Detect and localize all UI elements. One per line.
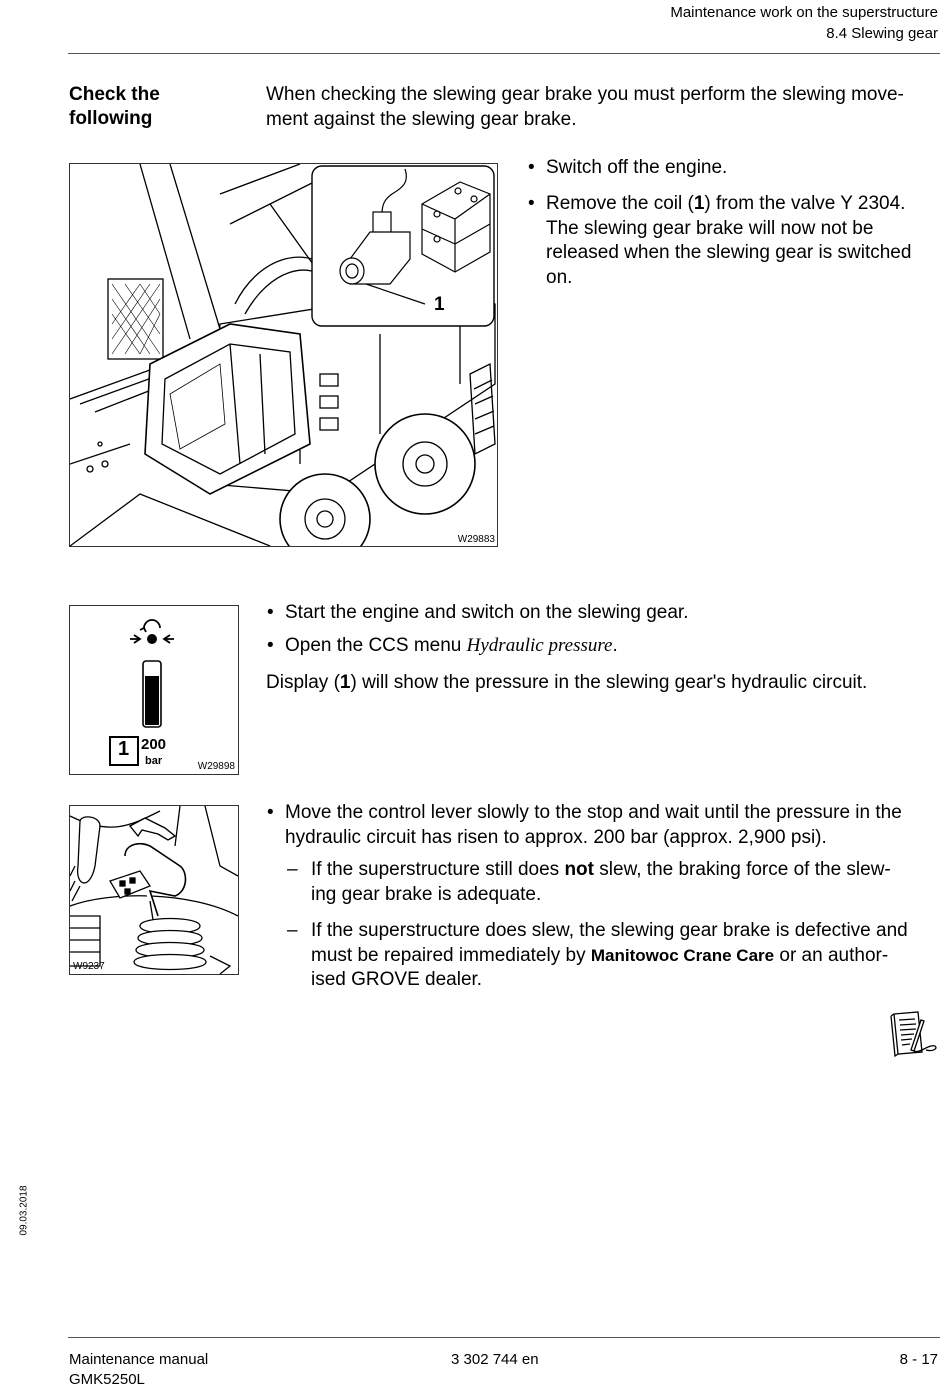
header-rule [68,53,940,54]
control-lever-figure [69,805,239,975]
pressure-unit: bar [145,755,163,767]
list-item: • Open the CCS menu Hydraulic pressure. [267,635,618,656]
control-lever-drawing [70,806,238,974]
pressure-value: 200 [141,736,167,753]
intro-paragraph: When checking the slewing gear brake you must perform the slewing move- ment against the slewing gear brake. [266,84,904,130]
crane-coil-illustration [69,163,498,547]
footer-page-number: 8 - 17 [899,1351,938,1368]
list-item: • Switch off the engine. [528,157,728,178]
footer-rule [68,1337,940,1338]
display-callout: 1 [118,738,130,760]
footer-manual-title: Maintenance manual GMK5250L [69,1351,209,1388]
list-item: • Remove the coil (1) from the valve Y 2304. The slewing gear brake will now not be released when the slewing gear is switched on. [528,193,912,288]
pressure-display-figure [69,605,239,775]
figure2-id: W29898 [197,761,235,772]
header-subsection-title: 8.4 Slewing gear [826,25,938,42]
header-section-title: Maintenance work on the superstructure [670,4,938,21]
figure3-id: W9237 [73,961,105,972]
crane-drawing [70,164,497,546]
display-paragraph: Display (1) will show the pressure in the slewing gear's hydraulic circuit. [266,672,868,693]
list-item: • Start the engine and switch on the slewing gear. [267,602,689,623]
figure1-id: W29883 [457,534,495,545]
print-date: 09.03.2018 [18,1185,30,1236]
coil-callout-label: 1 [434,294,445,315]
notes-icon [888,1010,938,1058]
footer-document-number: 3 302 744 en [451,1351,539,1368]
crane-care-brand: Manitowoc Crane Care [590,945,775,965]
ccs-menu-name: Hydraulic pressure [466,635,613,656]
list-item: • Move the control lever slowly to the stop and wait until the pressure in the hydraulic circuit has risen to approx. 200 bar (approx. 2,900 psi). [267,802,902,848]
dash-item-defective: – If the superstructure does slew, the slewing gear brake is defective and must be repaired immediately by Manitowoc Crane Care or an author- ised GROVE dealer. [287,920,908,990]
side-title: Check the following [69,84,160,129]
dash-item-adequate: – If the superstructure still does not slew, the braking force of the slew- ing gear brake is adequate. [287,859,891,905]
